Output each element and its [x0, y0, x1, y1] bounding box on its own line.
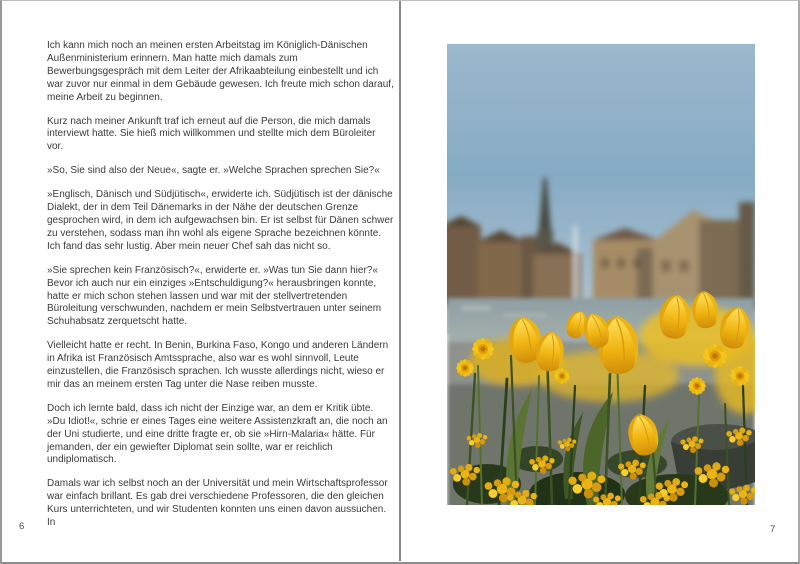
paragraph: Doch ich lernte bald, dass ich nicht der Einzige war, an dem er Kritik übte. »Du Idiot!«, schrie er eines Tages eine weitere Assistenzkraft an, die noch an der Uni studierte, und eine dritte fragte er, ob sie »Hirn-Malaria« hätte. Für jemanden, der ein gewiefter Diplomat sein sollte, war er reichlich undiplomatisch.: [47, 402, 388, 466]
paragraph: Ich kann mich noch an meinen ersten Arbeitstag im Königlich-Dänischen Außenministerium erinnern. Man hatte mich damals zum Bewerbungsgespräch mit dem Leiter der Afrikaabteilung einbestellt und ich war zuvor nur einmal in dem Gebäude gewesen. Ich freute mich schon darauf, meine Arbeit zu beginnen.: [47, 40, 394, 103]
paragraph: »So, Sie sind also der Neue«, sagte er. »Welche Sprachen sprechen Sie?«: [47, 165, 380, 177]
tulips-copenhagen-photo: [447, 44, 755, 505]
paragraph: Vielleicht hatte er recht. In Benin, Burkina Faso, Kongo und anderen Ländern in Afrika ist Französisch Amtssprache, also war es wohl sinnvoll, Leute einzustellen, die Französisch sprachen. Ich wusste allerdings nicht, wieso er mir das an meinem ersten Tag unter die Nase reiben musste.: [47, 340, 389, 390]
paragraph: Kurz nach meiner Ankunft traf ich erneut auf die Person, die mich damals interviewt hatte. Sie hieß mich willkommen und stellte mich dem Büroleiter vor.: [47, 115, 376, 153]
page-number-left: 6: [19, 521, 25, 532]
paragraph: Damals war ich selbst noch an der Universität und mein Wirtschaftsprofessor war einfach brillant. Es gab drei verschiedene Professoren, die den gleichen Kurs unterrichteten, und wir Studenten konnten uns einen davon aussuchen. In: [47, 478, 388, 529]
page-seam: [399, 1, 401, 561]
paragraph: »Englisch, Dänisch und Südjütisch«, erwiderte ich. Südjütisch ist der dänische Dialekt, der in dem Teil Dänemarks in der Nähe der deutschen Grenze gesprochen wird, in dem ich aufgewachsen bin. Er ist selbst für Dänen schwer zu verstehen, sodass man ihn wohl als eigene Sprache bezeichnen könnte. Ich fand das sehr lustig. Aber mein neuer Chef sah das nicht so.: [47, 189, 394, 252]
body-text: [47, 40, 394, 541]
page-number-right: 7: [770, 524, 776, 535]
paragraph: »Sie sprechen kein Französisch?«, erwiderte er. »Was tun Sie dann hier?« Bevor ich auch nur ein einziges »Entschuldigung?« herausbringen konnte, hatte er mich schon stehen lassen und war mit der stellvertretenden Büroleitung verschwunden, nachdem er mein Selbstvertrauen unter seinem Schuhabsatz zerquetscht hatte.: [47, 264, 382, 328]
mast: [574, 226, 577, 306]
